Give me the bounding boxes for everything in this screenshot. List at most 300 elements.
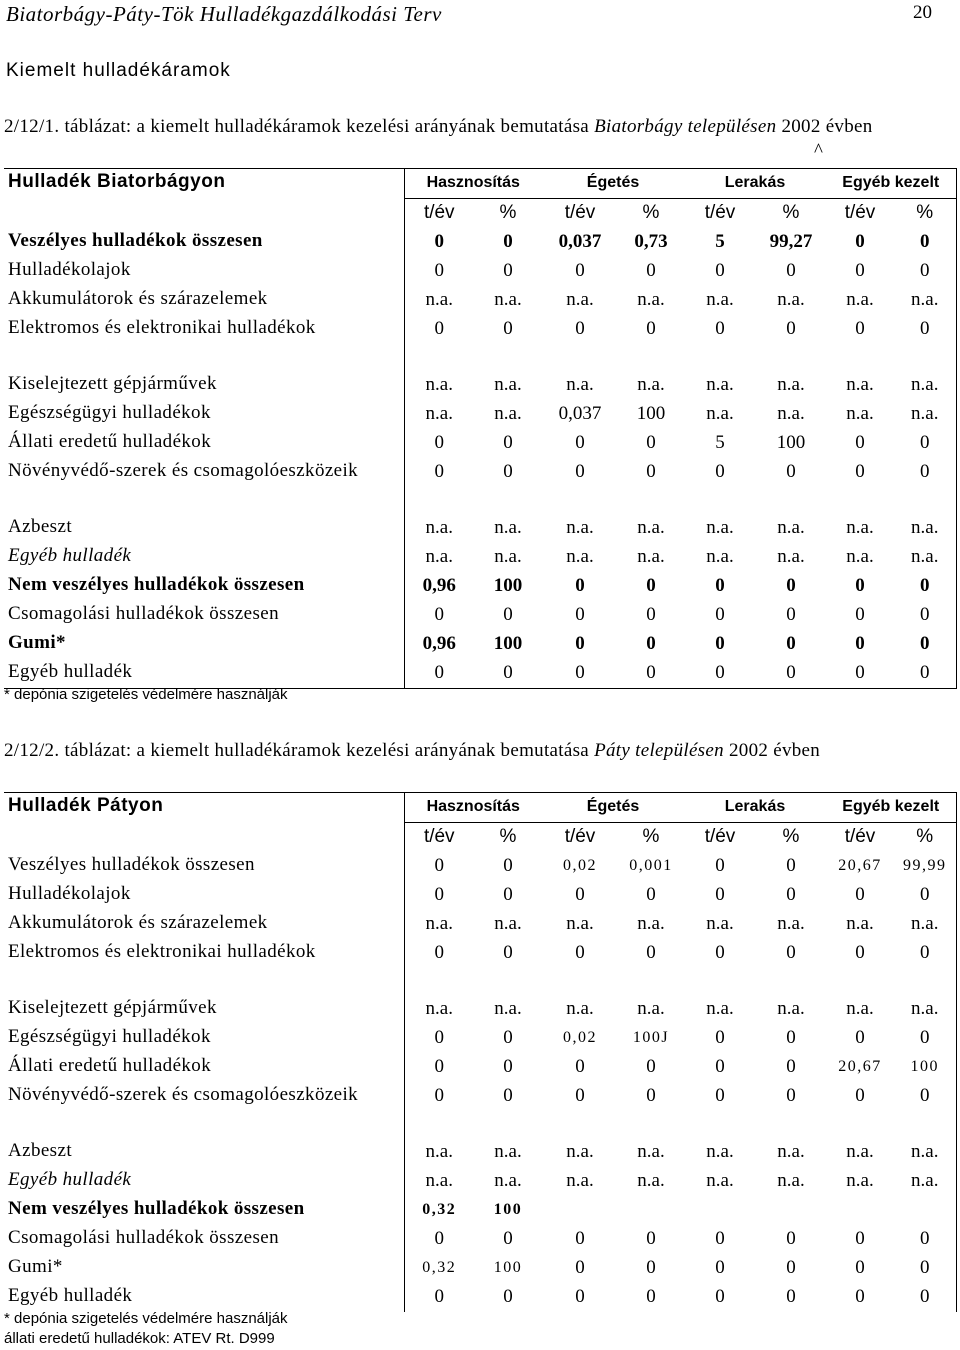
data-cell: 0 (920, 1228, 930, 1249)
data-cell: 0 (646, 662, 656, 683)
data-cell: 0 (715, 942, 725, 963)
table-row (4, 1167, 956, 1196)
data-cell: 0 (715, 575, 725, 596)
data-cell: 0 (715, 318, 725, 339)
data-cell: 0 (715, 1056, 725, 1077)
data-cell: 0 (855, 461, 865, 482)
row-label: Növényvédő-szerek és csomagolóeszközeik (8, 460, 359, 481)
column-group-header: Lerakás (684, 793, 826, 823)
empty-cell (4, 199, 404, 229)
data-cell: n.a. (706, 374, 734, 395)
data-cell: n.a. (846, 1141, 874, 1162)
data-cell: 0,02 (563, 857, 597, 874)
data-cell: 0,96 (404, 572, 474, 601)
data-cell: 0 (715, 633, 725, 654)
data-cell: n.a. (566, 374, 594, 395)
data-cell: n.a. (706, 1141, 734, 1162)
data-cell: 99,99 (903, 857, 947, 874)
unit-header: t/év (844, 202, 876, 223)
data-cell: 0 (786, 604, 796, 625)
data-cell: 0 (404, 852, 474, 881)
data-cell: n.a. (911, 1170, 939, 1191)
data-cell: 0 (646, 318, 656, 339)
table-row (4, 1283, 956, 1312)
row-label: Egészségügyi hulladékok (8, 402, 211, 423)
data-cell: 0 (786, 1228, 796, 1249)
row-label: Akkumulátorok és szárazelemek (8, 288, 268, 309)
table-row (4, 939, 956, 995)
data-cell: 0 (404, 1024, 474, 1053)
data-cell: n.a. (777, 913, 805, 934)
unit-header: % (782, 826, 800, 847)
data-cell: n.a. (637, 998, 665, 1019)
data-cell: 0 (920, 633, 930, 654)
data-cell: 0 (855, 1085, 865, 1106)
data-cell: n.a. (706, 546, 734, 567)
empty-cell (4, 823, 404, 853)
data-cell: 0 (646, 633, 656, 654)
table-row (4, 1225, 956, 1254)
data-cell: 0 (786, 662, 796, 683)
data-cell: n.a. (637, 517, 665, 538)
data-cell: 0 (503, 884, 513, 905)
data-cell: 0 (855, 1257, 865, 1278)
data-cell: 0 (920, 1027, 930, 1048)
data-cell: 0 (786, 633, 796, 654)
data-cell: n.a. (777, 998, 805, 1019)
data-cell: 0 (404, 881, 474, 910)
data-cell: 0 (404, 659, 474, 689)
data-cell: 0 (855, 575, 865, 596)
data-cell: 0,32 (404, 1196, 474, 1225)
data-cell: n.a. (494, 1141, 522, 1162)
data-cell: n.a. (911, 998, 939, 1019)
table-row (4, 1196, 956, 1225)
data-cell: 0 (855, 604, 865, 625)
data-cell: 0 (646, 432, 656, 453)
row-label: Egészségügyi hulladékok (8, 1026, 211, 1047)
row-label: Gumi* (8, 1256, 63, 1277)
data-cell: 0 (786, 1257, 796, 1278)
data-cell: n.a. (846, 403, 874, 424)
data-cell: 0 (715, 1027, 725, 1048)
data-cell: 0 (786, 461, 796, 482)
data-cell: n.a. (911, 517, 939, 538)
data-cell: 0 (855, 1228, 865, 1249)
data-cell: 0 (404, 228, 474, 257)
table-row (4, 257, 956, 286)
data-cell: 20,67 (838, 1058, 882, 1075)
data-cell: 0 (715, 1228, 725, 1249)
data-cell: 0 (404, 1082, 474, 1138)
table-row (4, 659, 956, 689)
data-cell: n.a. (566, 289, 594, 310)
data-cell: n.a. (637, 289, 665, 310)
unit-header: t/év (844, 826, 876, 847)
table2-caption-place: Páty településen (594, 740, 724, 761)
data-cell: n.a. (566, 998, 594, 1019)
table1-caption-year: 2002 évben (776, 116, 873, 137)
table-row (4, 1254, 956, 1283)
data-cell (542, 1196, 618, 1225)
data-cell: n.a. (494, 913, 522, 934)
row-label: Hulladékolajok (8, 883, 131, 904)
data-cell: n.a. (566, 517, 594, 538)
data-cell: n.a. (706, 998, 734, 1019)
data-cell: n.a. (777, 546, 805, 567)
data-cell: 5 (715, 231, 725, 252)
data-cell: n.a. (494, 998, 522, 1019)
data-cell: n.a. (846, 1170, 874, 1191)
row-label: Azbeszt (8, 1140, 72, 1161)
table-row (4, 1053, 956, 1082)
data-cell: n.a. (777, 289, 805, 310)
table-row (4, 572, 956, 601)
column-group-header: Hasznosítás (404, 169, 542, 199)
data-cell: 0 (920, 1085, 930, 1106)
row-label: Nem veszélyes hulladékok összesen (8, 1198, 305, 1219)
data-cell: 0 (920, 884, 930, 905)
data-cell: 0 (575, 461, 585, 482)
row-label: Veszélyes hulladékok összesen (8, 854, 255, 875)
caret-mark: ^ (814, 140, 823, 161)
data-cell: 0 (855, 1286, 865, 1307)
data-cell: 0 (503, 461, 513, 482)
data-cell: n.a. (404, 371, 474, 400)
data-cell: 0 (855, 633, 865, 654)
data-cell: 0 (786, 942, 796, 963)
data-cell: 100 (493, 1201, 523, 1218)
data-cell: n.a. (911, 374, 939, 395)
data-cell: 0 (646, 1056, 656, 1077)
data-cell: 100 (493, 575, 523, 596)
data-cell: 0,96 (404, 630, 474, 659)
table-row (4, 514, 956, 543)
data-cell: 0 (715, 1257, 725, 1278)
data-cell: 0 (715, 260, 725, 281)
data-cell: 0 (920, 662, 930, 683)
data-cell: 0 (575, 318, 585, 339)
data-cell: 0 (920, 1286, 930, 1307)
data-cell: n.a. (566, 1141, 594, 1162)
row-label: Kiselejtezett gépjárművek (8, 997, 217, 1018)
data-cell: n.a. (494, 517, 522, 538)
data-cell: n.a. (846, 374, 874, 395)
data-cell: 0,037 (558, 231, 602, 252)
data-cell: 0 (575, 942, 585, 963)
data-cell: 0 (575, 604, 585, 625)
data-cell: n.a. (404, 543, 474, 572)
data-cell: 100 (493, 1259, 523, 1276)
data-cell: n.a. (777, 1141, 805, 1162)
data-cell: 0 (920, 942, 930, 963)
data-cell: 0 (503, 942, 513, 963)
data-cell: 0 (404, 1225, 474, 1254)
data-cell: 0 (786, 575, 796, 596)
unit-header: t/év (704, 826, 736, 847)
data-cell: 0 (715, 855, 725, 876)
data-cell: 0 (855, 1027, 865, 1048)
data-cell: 0 (646, 1286, 656, 1307)
table-row (4, 543, 956, 572)
table-row (4, 995, 956, 1024)
data-cell: 0 (646, 884, 656, 905)
data-cell: 0 (646, 604, 656, 625)
data-cell: n.a. (637, 1170, 665, 1191)
data-cell: 0 (404, 315, 474, 371)
data-cell: n.a. (846, 913, 874, 934)
row-label: Gumi* (8, 632, 66, 653)
data-cell: 0 (855, 231, 865, 252)
data-cell: 100 (910, 1058, 939, 1075)
data-cell: 0 (920, 231, 930, 252)
row-label: Állati eredetű hulladékok (8, 431, 212, 452)
data-cell (894, 1196, 956, 1225)
table2-footnote-1: * depónia szigetelés védelmére használják (4, 1310, 288, 1327)
data-cell: 100J (632, 1029, 670, 1046)
row-label: Egyéb hulladék (8, 661, 133, 682)
column-group-header: Lerakás (684, 169, 826, 199)
data-cell: n.a. (777, 1170, 805, 1191)
table2-footnote-2: állati eredetű hulladékok: ATEV Rt. D999 (4, 1330, 275, 1347)
table-row (4, 1138, 956, 1167)
data-cell: 0 (404, 458, 474, 514)
data-cell: 0 (503, 1056, 513, 1077)
data-cell: n.a. (846, 289, 874, 310)
column-group-header: Hasznosítás (404, 793, 542, 823)
table-row (4, 910, 956, 939)
data-cell: 0 (646, 575, 656, 596)
table-row (4, 371, 956, 400)
data-cell: 0 (575, 432, 585, 453)
data-cell: 0 (575, 575, 585, 596)
data-cell: 0 (786, 1085, 796, 1106)
table-row (4, 601, 956, 630)
page-number: 20 (913, 2, 932, 23)
table-title: Hulladék Pátyon (8, 795, 164, 816)
data-cell: n.a. (846, 998, 874, 1019)
data-cell: 0 (920, 260, 930, 281)
data-cell: n.a. (637, 374, 665, 395)
unit-header: t/év (564, 826, 596, 847)
data-cell: n.a. (494, 374, 522, 395)
data-cell: 0 (503, 1027, 513, 1048)
table-row (4, 458, 956, 514)
table-paty (4, 792, 957, 1312)
data-cell: n.a. (777, 517, 805, 538)
data-cell: 99,27 (769, 231, 813, 252)
data-cell: n.a. (494, 546, 522, 567)
column-group-header: Égetés (542, 793, 684, 823)
row-label: Akkumulátorok és szárazelemek (8, 912, 268, 933)
data-cell: 0 (575, 633, 585, 654)
unit-header: % (642, 826, 660, 847)
data-cell: 0 (786, 1056, 796, 1077)
data-cell: 0 (503, 231, 513, 252)
data-cell: 0 (404, 1053, 474, 1082)
data-cell: 0 (575, 884, 585, 905)
data-cell: 100 (636, 403, 666, 424)
table-row (4, 228, 956, 257)
data-cell: 0 (715, 662, 725, 683)
data-cell: 0 (575, 662, 585, 683)
table-biatorbagy (4, 168, 957, 689)
column-group-header: Égetés (542, 169, 684, 199)
data-cell: 0 (503, 604, 513, 625)
data-cell: 0 (855, 432, 865, 453)
data-cell: n.a. (706, 403, 734, 424)
unit-header: t/év (704, 202, 736, 223)
header-row-groups (4, 793, 956, 823)
data-cell: 0 (855, 942, 865, 963)
data-cell: n.a. (911, 1141, 939, 1162)
header-row-units (4, 199, 956, 229)
row-label: Hulladékolajok (8, 259, 131, 280)
table-row (4, 429, 956, 458)
row-label: Nem veszélyes hulladékok összesen (8, 574, 305, 595)
data-cell: 0 (786, 1027, 796, 1048)
data-cell: n.a. (706, 913, 734, 934)
data-cell: 0 (503, 855, 513, 876)
data-cell: 0 (920, 432, 930, 453)
data-cell: n.a. (911, 546, 939, 567)
data-cell: n.a. (404, 1167, 474, 1196)
data-cell: n.a. (494, 403, 522, 424)
header-row-groups (4, 169, 956, 199)
table1-footnote: * depónia szigetelés védelmére használják (4, 686, 288, 703)
data-cell: 0,037 (558, 403, 602, 424)
unit-header: t/év (404, 199, 474, 229)
data-cell: n.a. (846, 517, 874, 538)
data-cell: 0 (503, 662, 513, 683)
table2-caption-text: 2/12/2. táblázat: a kiemelt hulladékáramok kezelési arányának bemutatása (4, 740, 595, 761)
table-row (4, 1024, 956, 1053)
data-cell: 0,73 (634, 231, 668, 252)
section-title: Kiemelt hulladékáramok (6, 60, 231, 81)
data-cell: n.a. (637, 913, 665, 934)
data-cell: 0 (575, 1085, 585, 1106)
data-cell: n.a. (404, 995, 474, 1024)
data-cell: 0 (575, 1286, 585, 1307)
row-label: Veszélyes hulladékok összesen (8, 230, 263, 251)
data-cell: 0 (575, 1056, 585, 1077)
data-cell: n.a. (911, 913, 939, 934)
data-cell: n.a. (706, 289, 734, 310)
data-cell: 0 (920, 461, 930, 482)
data-cell (826, 1196, 894, 1225)
table-row (4, 286, 956, 315)
row-label: Kiselejtezett gépjárművek (8, 373, 217, 394)
data-cell: 0,32 (404, 1254, 474, 1283)
unit-header: % (642, 202, 660, 223)
unit-header: t/év (404, 823, 474, 853)
unit-header: % (782, 202, 800, 223)
column-group-header: Egyéb kezelt (826, 169, 956, 199)
data-cell: 0 (646, 942, 656, 963)
data-cell: 0 (503, 1286, 513, 1307)
data-cell: 0 (404, 1283, 474, 1312)
column-group-header: Egyéb kezelt (826, 793, 956, 823)
data-cell: n.a. (404, 514, 474, 543)
data-cell: 0 (404, 429, 474, 458)
table-row (4, 881, 956, 910)
data-cell: n.a. (637, 1141, 665, 1162)
data-cell: 0 (503, 432, 513, 453)
table2-caption (4, 738, 904, 764)
data-cell: 0 (575, 1257, 585, 1278)
data-cell: n.a. (846, 546, 874, 567)
data-cell (756, 1196, 826, 1225)
data-cell: 0 (920, 318, 930, 339)
data-cell: n.a. (706, 517, 734, 538)
data-cell: n.a. (566, 1170, 594, 1191)
table2-caption-year: 2002 évben (723, 740, 821, 761)
row-label: Állati eredetű hulladékok (8, 1055, 212, 1076)
data-cell: 0 (715, 1085, 725, 1106)
data-cell: 0 (786, 260, 796, 281)
row-label: Egyéb hulladék (8, 1285, 133, 1306)
data-cell: 0 (646, 1257, 656, 1278)
data-cell: 0 (503, 1228, 513, 1249)
data-cell: n.a. (404, 400, 474, 429)
data-cell: n.a. (566, 546, 594, 567)
data-cell: n.a. (494, 1170, 522, 1191)
data-cell: 0,001 (629, 857, 673, 874)
data-cell: 0 (715, 604, 725, 625)
data-cell: 0 (715, 884, 725, 905)
data-cell: 0 (575, 260, 585, 281)
document-title: Biatorbágy-Páty-Tök Hulladékgazdálkodási Terv (6, 2, 442, 26)
data-cell: 100 (776, 432, 806, 453)
data-cell: n.a. (777, 374, 805, 395)
data-cell: 0 (920, 1257, 930, 1278)
data-cell: 0 (404, 601, 474, 630)
table-row (4, 852, 956, 881)
data-cell: n.a. (404, 286, 474, 315)
data-cell: 0 (920, 575, 930, 596)
data-cell: 0,02 (563, 1029, 597, 1046)
data-cell: 0 (786, 855, 796, 876)
unit-header: t/év (564, 202, 596, 223)
data-cell: 0 (786, 884, 796, 905)
data-cell (618, 1196, 684, 1225)
data-cell: n.a. (404, 1138, 474, 1167)
table-row (4, 1082, 956, 1138)
unit-header: % (916, 826, 934, 847)
data-cell: 0 (715, 461, 725, 482)
data-cell: n.a. (911, 289, 939, 310)
table1-caption-text: 2/12/1. táblázat: a kiemelt hulladékáramok kezelési arányának bemutatása (4, 116, 595, 137)
row-label: Növényvédő-szerek és csomagolóeszközeik (8, 1084, 359, 1105)
table-row (4, 315, 956, 371)
data-cell: 0 (855, 884, 865, 905)
data-cell: n.a. (566, 913, 594, 934)
data-cell (684, 1196, 756, 1225)
unit-header: % (499, 826, 517, 847)
row-label: Egyéb hulladék (8, 545, 132, 566)
page-header (6, 2, 954, 28)
table1-caption-place: Biatorbágy településen (594, 116, 777, 137)
table1-caption (4, 114, 904, 140)
data-cell: 100 (493, 633, 523, 654)
data-cell: 0 (503, 260, 513, 281)
row-label: Csomagolási hulladékok összesen (8, 1227, 279, 1248)
data-cell: 0 (503, 1085, 513, 1106)
data-cell: 0 (855, 662, 865, 683)
row-label: Egyéb hulladék (8, 1169, 132, 1190)
table-row (4, 630, 956, 659)
data-cell: 0 (786, 1286, 796, 1307)
